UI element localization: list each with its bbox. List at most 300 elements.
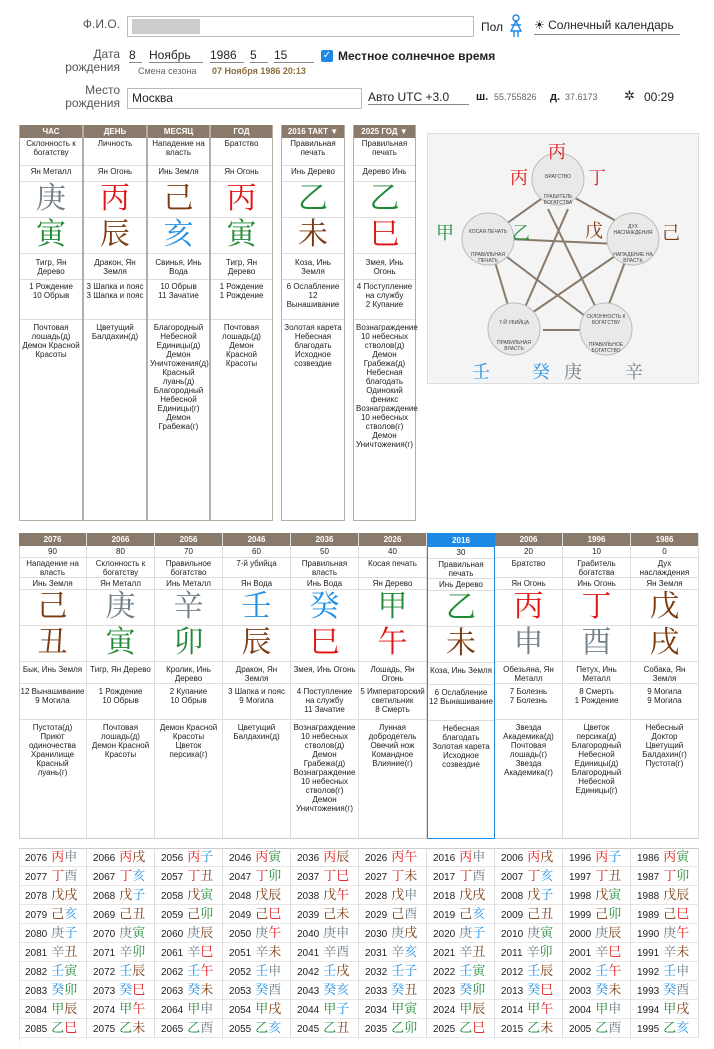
calendar-select[interactable]: ☀ Солнечный календарь <box>534 18 680 35</box>
year-stem: 庚 <box>391 926 405 941</box>
year-cell-2078[interactable] <box>19 886 87 905</box>
year-cell-1999[interactable] <box>563 905 631 924</box>
year-cell-2054[interactable] <box>223 1000 291 1019</box>
year-stem: 丁 <box>51 869 65 884</box>
heavenly-stem: 丁 <box>563 590 630 626</box>
year-cell-2027[interactable] <box>359 867 427 886</box>
year-stem: 乙 <box>663 1021 677 1036</box>
earthly-branch: 辰 <box>84 218 146 254</box>
year-cell-1995[interactable] <box>631 1019 699 1038</box>
year-cell-2066[interactable] <box>87 848 155 867</box>
year-branch: 丑 <box>200 869 214 884</box>
luck-pillar-2056[interactable] <box>155 533 223 839</box>
year-number: 2031 <box>365 948 388 959</box>
year-cell-1996[interactable] <box>563 848 631 867</box>
luck-pillar-1996[interactable] <box>563 533 631 839</box>
year-cell-2020[interactable] <box>427 924 495 943</box>
year-branch: 戌 <box>472 888 486 903</box>
earthly-branch: 卯 <box>155 626 222 662</box>
year-stem: 辛 <box>51 945 65 960</box>
year-stem: 甲 <box>119 1002 133 1017</box>
year-stem: 壬 <box>187 964 201 979</box>
life-stage: 4 Поступление на службу 2 Купание <box>354 280 415 320</box>
life-stage: 6 Ослабление 12 Вынашивание <box>428 685 494 721</box>
pillar-head[interactable]: 2025 ГОД ▼ <box>354 125 415 138</box>
year-number: 2023 <box>433 986 456 997</box>
luck-age: 10 <box>563 546 630 558</box>
year-cell-1989[interactable] <box>631 905 699 924</box>
year-stem: 辛 <box>595 945 609 960</box>
year-cell-1992[interactable] <box>631 962 699 981</box>
year-branch: 午 <box>608 964 622 979</box>
element-label: Инь Земля <box>148 166 209 182</box>
life-stage: 3 Шапка и пояс 3 Шапка и пояс <box>84 280 146 320</box>
year-stem: 庚 <box>51 926 65 941</box>
year-cell-2031[interactable] <box>359 943 427 962</box>
year-branch: 丑 <box>404 983 418 998</box>
year-cell-2061[interactable] <box>155 943 223 962</box>
life-stage: 12 Вынашивание 9 Могила <box>19 684 86 720</box>
year-cell-2004[interactable] <box>563 1000 631 1019</box>
year-cell-2073[interactable] <box>87 981 155 1000</box>
diagram-char: 丁 <box>588 168 606 188</box>
season-change-label: Смена сезона <box>138 66 197 76</box>
year-cell-2017[interactable] <box>427 867 495 886</box>
year-cell-2001[interactable] <box>563 943 631 962</box>
year-cell-2026[interactable] <box>359 848 427 867</box>
year-cell-2014[interactable] <box>495 1000 563 1019</box>
year-branch: 未 <box>608 983 622 998</box>
year-branch: 辰 <box>268 888 282 903</box>
year-stem: 甲 <box>187 1002 201 1017</box>
year-stem: 丙 <box>323 850 337 865</box>
luck-pillar-2066[interactable] <box>87 533 155 839</box>
year-number: 2019 <box>433 910 456 921</box>
year-branch: 辰 <box>336 850 350 865</box>
year-number: 2084 <box>25 1005 48 1016</box>
year-number: 1998 <box>569 891 592 902</box>
year-cell-2007[interactable] <box>495 867 563 886</box>
year-cell-2075[interactable] <box>87 1019 155 1038</box>
year-number: 2015 <box>501 1024 524 1035</box>
year-cell-2047[interactable] <box>223 867 291 886</box>
earthly-branch: 酉 <box>563 626 630 662</box>
year-number: 2073 <box>93 986 116 997</box>
year-stem: 丙 <box>255 850 269 865</box>
stars-list: Небесная благодать Золотая карета Исходное созвездие <box>432 724 490 769</box>
year-cell-2043[interactable] <box>291 981 359 1000</box>
lon-value[interactable]: 37.6173 <box>565 92 598 102</box>
year-number: 2081 <box>25 948 48 959</box>
year-cell-2050[interactable] <box>223 924 291 943</box>
year-stem: 戊 <box>391 888 405 903</box>
year-cell-2068[interactable] <box>87 886 155 905</box>
year-number: 2049 <box>229 910 252 921</box>
pillar-head: ЧАС <box>20 125 82 138</box>
year-cell-1988[interactable] <box>631 886 699 905</box>
pillar-4[interactable] <box>281 125 345 521</box>
year-branch: 酉 <box>472 869 486 884</box>
year-stem: 乙 <box>323 1021 337 1036</box>
luck-pillar-2006[interactable] <box>495 533 563 839</box>
year-branch: 戌 <box>336 964 350 979</box>
year-number: 2061 <box>161 948 184 959</box>
year-cell-1990[interactable] <box>631 924 699 943</box>
year-stem: 丙 <box>459 850 473 865</box>
year-stem: 辛 <box>119 945 133 960</box>
year-cell-2000[interactable] <box>563 924 631 943</box>
earthly-branch: 寅 <box>87 626 154 662</box>
year-cell-2085[interactable] <box>19 1019 87 1038</box>
year-branch: 午 <box>336 888 350 903</box>
element-label: Ян Металл <box>20 166 82 182</box>
year-cell-2052[interactable] <box>223 962 291 981</box>
year-stem: 癸 <box>391 983 405 998</box>
earthly-branch: 戌 <box>631 626 698 662</box>
node-pravilnoe-bogatstvo: ПРАВИЛЬНОЕ БОГАТСТВО <box>588 342 624 354</box>
year-stem: 壬 <box>323 964 337 979</box>
year-branch: 丑 <box>132 907 146 922</box>
year-cell-2019[interactable] <box>427 905 495 924</box>
year-cell-2063[interactable] <box>155 981 223 1000</box>
year-branch: 未 <box>132 1021 146 1036</box>
luck-pillar-2076[interactable] <box>19 533 87 839</box>
year-number: 2002 <box>569 967 592 978</box>
year-number: 2011 <box>501 948 523 959</box>
year-cell-2029[interactable] <box>359 905 427 924</box>
luck-age: 0 <box>631 546 698 558</box>
year-branch: 卯 <box>268 869 282 884</box>
year-number: 2070 <box>93 929 116 940</box>
year-stem: 丁 <box>255 869 269 884</box>
year-cell-2041[interactable] <box>291 943 359 962</box>
year-cell-2083[interactable] <box>19 981 87 1000</box>
year-number: 2005 <box>569 1024 592 1035</box>
year-branch: 申 <box>676 964 690 979</box>
year-branch: 未 <box>676 945 690 960</box>
year-cell-2033[interactable] <box>359 981 427 1000</box>
ten-god-label: Грабитель богатства <box>563 558 630 578</box>
stars-list: Демон Красной Красоты Цветок персика(г) <box>159 723 218 759</box>
gender-label: Пол <box>481 20 504 34</box>
pillar-head: ГОД <box>211 125 272 138</box>
animal-label: Свинья, Инь Вода <box>148 254 209 280</box>
year-cell-2032[interactable] <box>359 962 427 981</box>
luck-pillar-2046[interactable] <box>223 533 291 839</box>
year-stem: 丙 <box>119 850 133 865</box>
year-branch: 子 <box>608 850 622 865</box>
year-cell-2040[interactable] <box>291 924 359 943</box>
year-cell-2084[interactable] <box>19 1000 87 1019</box>
year-cell-2071[interactable] <box>87 943 155 962</box>
solar-time: 00:29 <box>644 90 675 104</box>
year-branch: 酉 <box>676 983 690 998</box>
heavenly-stem: 庚 <box>87 590 154 626</box>
year-stem: 甲 <box>459 1002 473 1017</box>
year-cell-1991[interactable] <box>631 943 699 962</box>
year-number: 2085 <box>25 1024 48 1035</box>
year-cell-2044[interactable] <box>291 1000 359 1019</box>
year-number: 2003 <box>569 986 592 997</box>
year-cell-2023[interactable] <box>427 981 495 1000</box>
life-stage: 9 Могила 9 Могила <box>631 684 698 720</box>
year-branch: 巳 <box>200 945 214 960</box>
year-stem: 己 <box>595 907 609 922</box>
life-stage: 6 Ослабление 12 Вынашивание <box>282 280 344 320</box>
year-stem: 乙 <box>391 1021 405 1036</box>
year-number: 2033 <box>365 986 388 997</box>
year-cell-2036[interactable] <box>291 848 359 867</box>
year-number: 2057 <box>161 872 184 883</box>
year-cell-2065[interactable] <box>155 1019 223 1038</box>
heavenly-stem: 己 <box>148 182 209 218</box>
year-branch: 丑 <box>472 945 486 960</box>
year-cell-2058[interactable] <box>155 886 223 905</box>
year-cell-1986[interactable] <box>631 848 699 867</box>
year-cell-2002[interactable] <box>563 962 631 981</box>
year-cell-2076[interactable] <box>19 848 87 867</box>
year-number: 2044 <box>297 1005 320 1016</box>
year-stem: 戊 <box>595 888 609 903</box>
year-cell-2064[interactable] <box>155 1000 223 1019</box>
pillar-5[interactable] <box>353 125 416 521</box>
heavenly-stem: 乙 <box>428 591 494 627</box>
year-cell-2018[interactable] <box>427 886 495 905</box>
year-number: 2018 <box>433 891 456 902</box>
hour-field[interactable]: 5 <box>250 48 268 63</box>
year-stem: 庚 <box>527 926 541 941</box>
year-cell-2053[interactable] <box>223 981 291 1000</box>
year-cell-2013[interactable] <box>495 981 563 1000</box>
year-cell-2016[interactable] <box>427 848 495 867</box>
year-branch: 未 <box>200 983 214 998</box>
year-number: 2083 <box>25 986 48 997</box>
year-stem: 辛 <box>391 945 405 960</box>
year-stem: 戊 <box>119 888 133 903</box>
year-stem: 壬 <box>459 964 473 979</box>
year-cell-2038[interactable] <box>291 886 359 905</box>
year-stem: 壬 <box>119 964 133 979</box>
stars-list: Благородный Небесной Единицы(д) Демон Уничтожения(д) Красный луань(д) Благородный Небесной Единицы(г) Демон Грабежа(г) <box>150 323 209 431</box>
year-stem: 癸 <box>255 983 269 998</box>
year-number: 2036 <box>297 853 320 864</box>
year-cell-2024[interactable] <box>427 1000 495 1019</box>
animal-label: Тигр, Ян Дерево <box>87 662 154 684</box>
year-cell-2048[interactable] <box>223 886 291 905</box>
minute-field[interactable]: 15 <box>274 48 314 63</box>
year-branch: 午 <box>268 926 282 941</box>
year-branch: 酉 <box>268 983 282 998</box>
node-grabitel: ГРАБИТЕЛЬ БОГАТСТВА <box>543 194 573 206</box>
month-field[interactable]: Ноябрь <box>149 48 203 63</box>
year-cell-2034[interactable] <box>359 1000 427 1019</box>
year-field[interactable]: 1986 <box>210 48 244 63</box>
year-stem: 庚 <box>595 926 609 941</box>
year-number: 2065 <box>161 1024 184 1035</box>
year-branch: 辰 <box>472 1002 486 1017</box>
year-stem: 戊 <box>187 888 201 903</box>
year-number: 2075 <box>93 1024 116 1035</box>
year-cell-2046[interactable] <box>223 848 291 867</box>
lat-label: ш. <box>476 91 489 103</box>
year-cell-2069[interactable] <box>87 905 155 924</box>
year-cell-2060[interactable] <box>155 924 223 943</box>
stars-list: Лунная добродетель Овечий нож Командное Влияние(г) <box>368 723 417 768</box>
year-branch: 巳 <box>268 907 282 922</box>
year-branch: 寅 <box>404 1002 418 1017</box>
year-stem: 辛 <box>459 945 473 960</box>
place-input[interactable]: Москва <box>127 88 362 109</box>
year-cell-1987[interactable] <box>631 867 699 886</box>
luck-pillar-1986[interactable] <box>631 533 699 839</box>
year-branch: 丑 <box>64 945 78 960</box>
year-cell-2067[interactable] <box>87 867 155 886</box>
year-stem: 丙 <box>187 850 201 865</box>
animal-label: Тигр, Ян Дерево <box>211 254 272 280</box>
year-stem: 庚 <box>187 926 201 941</box>
year-cell-2056[interactable] <box>155 848 223 867</box>
year-cell-2070[interactable] <box>87 924 155 943</box>
year-cell-2074[interactable] <box>87 1000 155 1019</box>
year-cell-1997[interactable] <box>563 867 631 886</box>
fio-redacted <box>132 19 200 34</box>
year-cell-2021[interactable] <box>427 943 495 962</box>
year-cell-2077[interactable] <box>19 867 87 886</box>
year-cell-2051[interactable] <box>223 943 291 962</box>
year-cell-1998[interactable] <box>563 886 631 905</box>
year-cell-2049[interactable] <box>223 905 291 924</box>
year-cell-2082[interactable] <box>19 962 87 981</box>
year-stem: 乙 <box>187 1021 201 1036</box>
diagram-char: 丙 <box>510 168 528 188</box>
year-stem: 庚 <box>459 926 473 941</box>
lat-value[interactable]: 55.755826 <box>494 92 537 102</box>
year-cell-2022[interactable] <box>427 962 495 981</box>
animal-label: Петух, Инь Металл <box>563 662 630 684</box>
place-label: Место рождения <box>65 83 120 110</box>
day-field[interactable]: 8 <box>129 48 142 63</box>
year-cell-2012[interactable] <box>495 962 563 981</box>
year-number: 2006 <box>501 853 524 864</box>
pillar-head[interactable]: 2016 ТАКТ ▼ <box>282 125 344 138</box>
year-number: 2080 <box>25 929 48 940</box>
year-cell-2042[interactable] <box>291 962 359 981</box>
year-cell-2059[interactable] <box>155 905 223 924</box>
five-elements-diagram <box>427 133 699 384</box>
year-cell-2006[interactable] <box>495 848 563 867</box>
year-cell-2009[interactable] <box>495 905 563 924</box>
year-stem: 丁 <box>323 869 337 884</box>
year-branch: 巳 <box>676 907 690 922</box>
year-cell-2037[interactable] <box>291 867 359 886</box>
year-cell-1993[interactable] <box>631 981 699 1000</box>
year-branch: 巳 <box>472 1021 486 1036</box>
year-stem: 丙 <box>595 850 609 865</box>
year-stem: 辛 <box>255 945 269 960</box>
ten-god-label: Правильная власть <box>291 558 358 578</box>
year-stem: 甲 <box>51 1002 65 1017</box>
pillar-0 <box>19 125 83 521</box>
female-icon[interactable] <box>508 14 524 38</box>
ten-god-label: Правильное богатство <box>155 558 222 578</box>
year-cell-2035[interactable] <box>359 1019 427 1038</box>
year-number: 1986 <box>637 853 660 864</box>
ten-god-label: Косая печать <box>359 558 426 578</box>
year-stem: 甲 <box>663 1002 677 1017</box>
local-time-checkbox[interactable]: ✓ <box>322 50 332 61</box>
year-cell-2010[interactable] <box>495 924 563 943</box>
year-cell-2045[interactable] <box>291 1019 359 1038</box>
year-cell-2055[interactable] <box>223 1019 291 1038</box>
year-number: 1992 <box>637 967 660 978</box>
year-number: 2030 <box>365 929 388 940</box>
year-cell-2025[interactable] <box>427 1019 495 1038</box>
year-stem: 己 <box>391 907 405 922</box>
tz-select[interactable]: Авто UTC +3.0 <box>368 90 469 105</box>
luck-pillar-2036[interactable] <box>291 533 359 839</box>
fio-input[interactable] <box>127 16 474 37</box>
year-cell-2080[interactable] <box>19 924 87 943</box>
year-cell-2028[interactable] <box>359 886 427 905</box>
year-cell-2003[interactable] <box>563 981 631 1000</box>
luck-age: 70 <box>155 546 222 558</box>
year-cell-2030[interactable] <box>359 924 427 943</box>
year-stem: 乙 <box>459 1021 473 1036</box>
heavenly-stem: 丙 <box>211 182 272 218</box>
year-cell-2081[interactable] <box>19 943 87 962</box>
luck-pillar-2016[interactable] <box>427 533 495 839</box>
year-cell-2011[interactable] <box>495 943 563 962</box>
year-number: 2009 <box>501 910 524 921</box>
year-number: 2074 <box>93 1005 116 1016</box>
year-cell-1994[interactable] <box>631 1000 699 1019</box>
year-number: 2042 <box>297 967 320 978</box>
year-cell-2008[interactable] <box>495 886 563 905</box>
year-cell-2057[interactable] <box>155 867 223 886</box>
year-branch: 未 <box>404 869 418 884</box>
year-number: 1989 <box>637 910 660 921</box>
year-branch: 辰 <box>608 926 622 941</box>
node-dukh: ДУХ НАСЛАЖДЕНИЯ <box>613 224 653 236</box>
year-branch: 卯 <box>676 869 690 884</box>
ten-god-label: Склонность к богатству <box>87 558 154 578</box>
year-stem: 丁 <box>391 869 405 884</box>
year-cell-2005[interactable] <box>563 1019 631 1038</box>
year-stem: 己 <box>187 907 201 922</box>
year-stem: 壬 <box>663 964 677 979</box>
year-number: 2051 <box>229 948 252 959</box>
heavenly-stem: 庚 <box>20 182 82 218</box>
year-number: 1996 <box>569 853 592 864</box>
year-cell-2015[interactable] <box>495 1019 563 1038</box>
diagram-char: 壬 <box>472 362 490 382</box>
year-cell-2039[interactable] <box>291 905 359 924</box>
year-cell-2079[interactable] <box>19 905 87 924</box>
year-cell-2062[interactable] <box>155 962 223 981</box>
year-branch: 申 <box>64 850 78 865</box>
year-stem: 丁 <box>595 869 609 884</box>
luck-year: 2066 <box>87 533 154 546</box>
luck-year: 1986 <box>631 533 698 546</box>
heavenly-stem: 己 <box>19 590 86 626</box>
year-branch: 辰 <box>676 888 690 903</box>
element-label: Инь Дерево <box>428 579 494 591</box>
year-number: 2027 <box>365 872 388 883</box>
year-branch: 申 <box>472 850 486 865</box>
year-cell-2072[interactable] <box>87 962 155 981</box>
year-branch: 申 <box>336 926 350 941</box>
luck-pillar-2026[interactable] <box>359 533 427 839</box>
